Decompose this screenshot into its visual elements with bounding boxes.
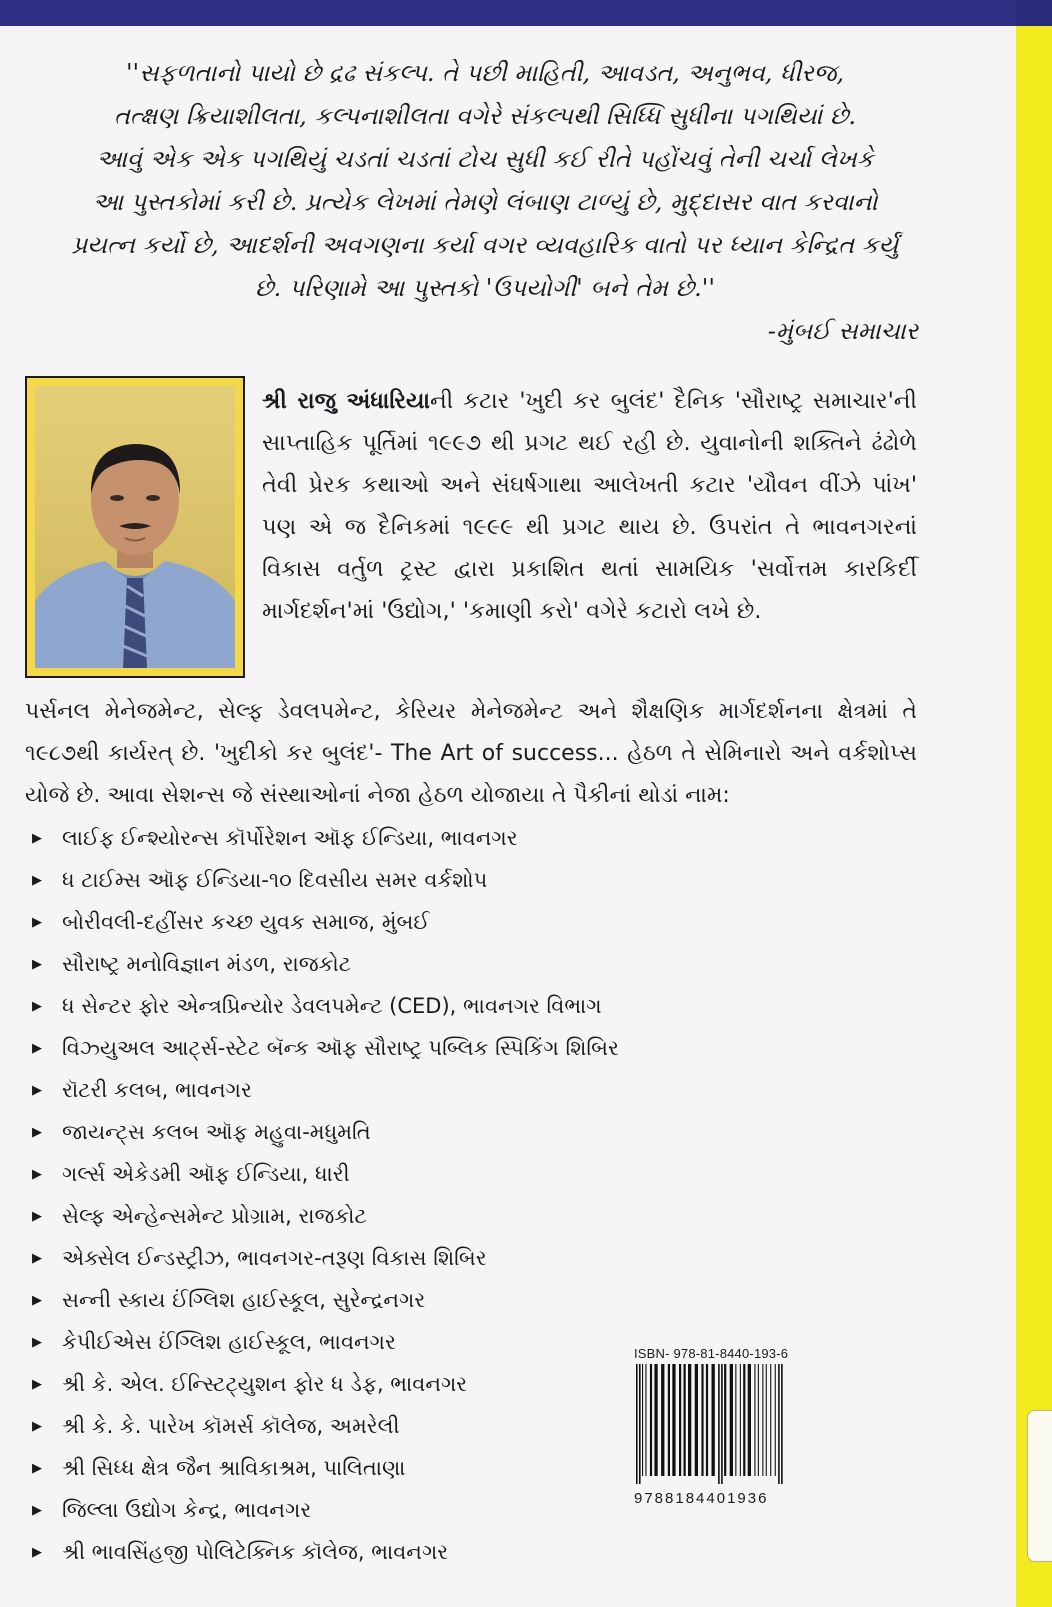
barcode-bar	[684, 1364, 686, 1476]
list-item: ▶ ધ સેન્ટર ફોર એન્ત્રપ્રિન્યોર ડેવલપમેન્ટ (CED), ભાવનગર વિભાગ	[32, 993, 602, 1018]
barcode-bar	[639, 1364, 641, 1484]
barcode-bar	[778, 1364, 780, 1484]
barcode-bar	[775, 1364, 776, 1476]
bullet-icon: ▶	[32, 998, 42, 1014]
bullet-icon: ▶	[32, 1376, 42, 1392]
bullet-icon: ▶	[32, 1166, 42, 1182]
barcode-bar	[740, 1364, 741, 1476]
list-item: ▶ શ્રી કે. એલ. ઈન્સ્ટિટ્યુશન ફોર ધ ડેફ, ભાવનગર	[32, 1371, 468, 1396]
client-list	[32, 817, 652, 1573]
bullet-icon: ▶	[32, 1208, 42, 1224]
list-item: ▶ ધ ટાઈમ્સ ઑફ ઈન્ડિયા-૧૦ દિવસીય સમર વર્કશોપ	[32, 867, 488, 892]
bullet-icon: ▶	[32, 1502, 42, 1518]
list-item: ▶ શ્રી કે. કે. પારેખ કૉમર્સ કૉલેજ, અમરેલી	[32, 1413, 400, 1438]
side-color-strip	[1016, 26, 1052, 1607]
quote-source: -મુંબઈ સમાચાર	[767, 317, 918, 345]
review-quote	[40, 52, 930, 353]
bullet-icon: ▶	[32, 914, 42, 930]
list-item: ▶ સૌરાષ્ટ્ર મનોવિજ્ઞાન મંડળ, રાજકોટ	[32, 951, 351, 976]
barcode-bar	[668, 1364, 670, 1476]
bullet-icon: ▶	[32, 1124, 42, 1140]
bullet-icon: ▶	[32, 830, 42, 846]
author-bio-continued	[25, 691, 917, 817]
quote-line: છે. પરિણામે આ પુસ્તકો 'ઉપયોગી' બને તેમ છે.''	[255, 274, 715, 302]
bullet-icon: ▶	[32, 872, 42, 888]
quote-line: પ્રયત્ન કર્યો છે, આદર્શની અવગણના કર્યા વગર વ્યવહારિક વાતો પર ધ્યાન કેન્દ્રિત કર્યું	[71, 231, 899, 259]
author-photo	[35, 386, 235, 668]
bullet-icon: ▶	[32, 1250, 42, 1266]
barcode-bar	[758, 1364, 759, 1476]
author-bio	[262, 380, 917, 632]
barcode-bar	[695, 1364, 698, 1476]
barcode-bar	[636, 1364, 638, 1484]
barcode-bar	[718, 1364, 720, 1484]
list-item: ▶ એક્સેલ ઈન્ડસ્ટ્રીઝ, ભાવનગર-તરૂણ વિકાસ શિબિર	[32, 1245, 487, 1270]
quote-line: ''સફળતાનો પાયો છે દ્રઢ સંકલ્પ. તે પછી માહિતી, આવડત, અનુભવ, ધીરજ,	[125, 59, 845, 87]
bullet-icon: ▶	[32, 1334, 42, 1350]
list-item: ▶ શ્રી ભાવસિંહજી પોલિટેક્નિક કૉલેજ, ભાવનગર	[32, 1539, 449, 1564]
barcode-bar	[766, 1364, 767, 1476]
list-item: ▶ સન્ની સ્કાય ઈંગ્લિશ હાઈસ્કૂલ, સુરેન્દ્રનગર	[32, 1287, 426, 1312]
author-name: શ્રી રાજુ અંધારિયા	[262, 388, 430, 414]
list-item: ▶ સેલ્ફ એન્હેન્સમેન્ટ પ્રોગ્રામ, રાજકોટ	[32, 1203, 367, 1228]
barcode-bar	[642, 1364, 643, 1476]
list-item: ▶ શ્રી સિધ્ધ ક્ષેત્ર જૈન શ્રાવિકાશ્રમ, પાલિતાણા	[32, 1455, 406, 1480]
barcode-bar	[735, 1364, 736, 1476]
corner-band	[1016, 0, 1052, 26]
isbn-label: ISBN- 978-81-8440-193-6	[634, 1346, 789, 1361]
barcode-bar	[688, 1364, 691, 1476]
barcode-bar	[743, 1364, 745, 1476]
author-bio-text-2: પર્સનલ મેનેજમેન્ટ, સેલ્ફ ડેવલપમેન્ટ, કેરિયર મેનેજમેન્ટ અને શૈક્ષણિક માર્ગદર્શનના ક્ષેત્રમાં તે ૧૯૮૭થી કાર્યરત્ છે. 'ખુદીકો કર બુલંદ'- The Art of success... હેઠળ તે સેમિનારો અને વર્કશોપ્સ યોજે છે. આવા સેશન્સ જે સંસ્થાઓનાં નેજા હેઠળ યોજાયા તે પૈકીનાં થોડાં નામ:	[25, 699, 917, 808]
quote-line: આ પુસ્તકોમાં કરી છે. પ્રત્યેક લેખમાં તેમણે લંબાણ ટાળ્યું છે, મુદ્દાસર વાત કરવાનો	[92, 188, 878, 216]
barcode-bar	[654, 1364, 657, 1476]
barcode-bar	[730, 1364, 733, 1476]
isbn-digits: 9788184401936	[634, 1490, 769, 1507]
bullet-icon: ▶	[32, 1040, 42, 1056]
barcode-bar	[724, 1364, 726, 1476]
list-item: ▶ વિઝ્યુઅલ આર્ટ્સ-સ્ટેટ બૅન્ક ઑફ સૌરાષ્ટ્ર પબ્લિક સ્પિકિંગ શિબિર	[32, 1035, 619, 1060]
list-item: ▶ ગર્લ્સ એકેડમી ઑફ ઈન્ડિયા, ધારી	[32, 1161, 350, 1186]
quote-line: આવું એક એક પગથિયું ચડતાં ચડતાં ટોચ સુધી કઈ રીતે પહોંચવું તેની ચર્ચા લેખકે	[96, 145, 874, 173]
barcode-bar	[748, 1364, 751, 1476]
bullet-icon: ▶	[32, 1544, 42, 1560]
barcode-bar	[661, 1364, 664, 1476]
bullet-icon: ▶	[32, 1292, 42, 1308]
top-color-band	[0, 0, 1052, 26]
barcode-bar	[721, 1364, 723, 1484]
barcode-bar	[781, 1364, 783, 1484]
barcode-bar	[762, 1364, 763, 1476]
bullet-icon: ▶	[32, 956, 42, 972]
list-item: ▶ જિલ્લા ઉદ્યોગ કેન્દ્ર, ભાવનગર	[32, 1497, 312, 1522]
barcode-bar	[650, 1364, 652, 1476]
barcode-bar	[645, 1364, 646, 1476]
list-item: ▶ બોરીવલી-દહીંસર કચ્છ યુવક સમાજ, મુંબઈ	[32, 909, 430, 934]
barcode-bars	[634, 1364, 804, 1484]
bullet-icon: ▶	[32, 1460, 42, 1476]
author-bio-text: ની કટાર 'ખુદી કર બુલંદ' દૈનિક 'સૌરાષ્ટ્ર સમાચાર'ની સાપ્તાહિક પૂર્તિમાં ૧૯૯૭ થી પ્રગટ થઈ રહી છે. યુવાનોની શક્તિને ઢંઢોળે તેવી પ્રેરક કથાઓ અને સંઘર્ષગાથા આલેખતી કટાર 'યૌવન વીંઝે પાંખ' પણ એ જ દૈનિકમાં ૧૯૯૯ થી પ્રગટ થાય છે. ઉપરાંત તે ભાવનગરનાં વિકાસ વર્તુળ ટ્રસ્ટ દ્વારા પ્રકાશિત થતાં સામયિક 'સર્વોત્તમ કારકિર્દી માર્ગદર્શન'માં 'ઉદ્યોગ,' 'કમાણી કરો' વગેરે કટારો લખે છે.	[262, 388, 917, 624]
bullet-icon: ▶	[32, 1082, 42, 1098]
barcode-bar	[754, 1364, 755, 1476]
sticker-tab	[1027, 1410, 1052, 1562]
list-item: ▶ લાઈફ ઈન્શ્યોરન્સ કૉર્પોરેશન ઑફ ઈન્ડિયા, ભાવનગર	[32, 825, 518, 850]
list-item: ▶ રૉટરી કલબ, ભાવનગર	[32, 1077, 252, 1102]
author-photo-frame	[25, 376, 245, 678]
barcode-bar	[712, 1364, 715, 1476]
quote-line: તત્ક્ષણ ક્રિયાશીલતા, કલ્પનાશીલતા વગેરે સંકલ્પથી સિધ્ધિ સુધીના પગથિયાં છે.	[113, 102, 857, 130]
barcode-bar	[672, 1364, 675, 1476]
barcode-bar	[701, 1364, 703, 1476]
bullet-icon: ▶	[32, 1418, 42, 1434]
list-item: ▶ જાયન્ટ્સ કલબ ઑફ મહુવા-મધુમતિ	[32, 1119, 371, 1144]
barcode-bar	[770, 1364, 771, 1476]
barcode-bar	[679, 1364, 681, 1476]
barcode-bar	[706, 1364, 708, 1476]
list-item: ▶ કેપીઈએસ ઈંગ્લિશ હાઈસ્કૂલ, ભાવનગર	[32, 1329, 396, 1354]
isbn-barcode	[634, 1346, 824, 1507]
